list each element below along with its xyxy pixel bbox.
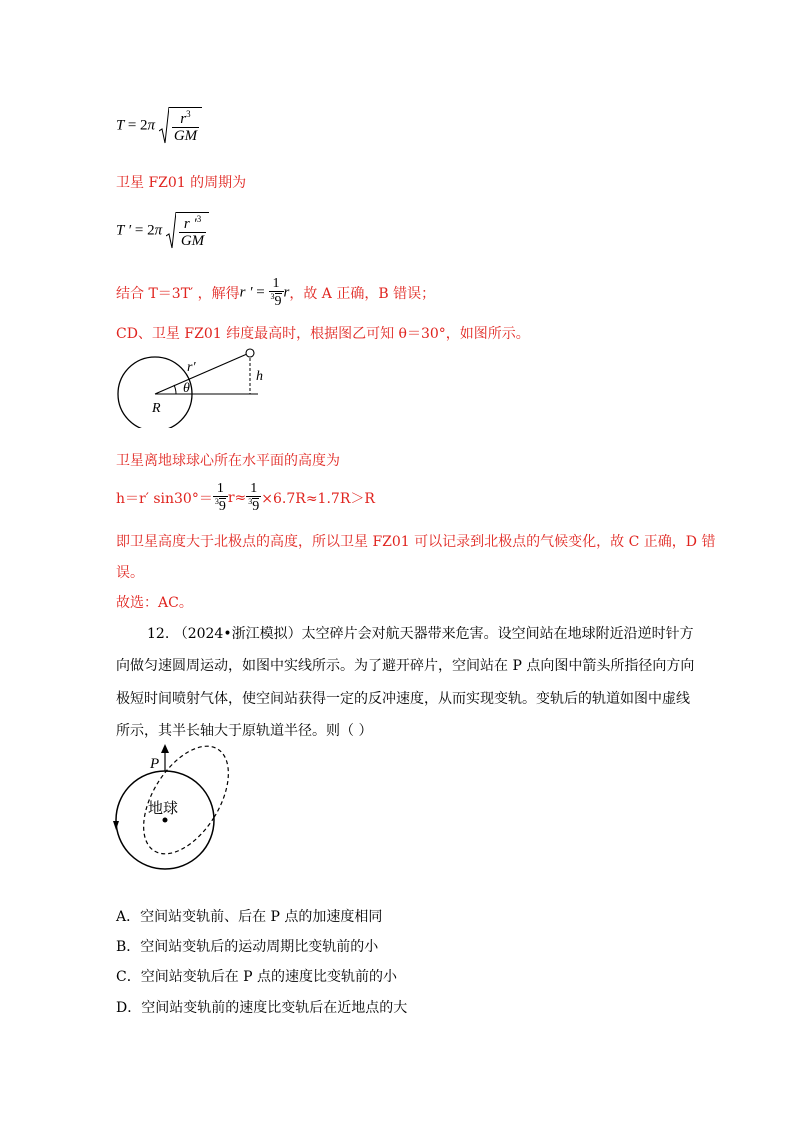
radical-icon	[166, 212, 176, 250]
question-line-3: 极短时间喷射气体，使空间站获得一定的反冲速度，从而实现变轨。变轨后的轨道如图中虚线	[116, 691, 690, 707]
text-answer: 故选：AC。	[116, 595, 193, 611]
height-mid: r≈	[227, 489, 247, 506]
sqrt-sign	[159, 107, 202, 145]
formula-eq: = 2	[134, 222, 155, 239]
option-a[interactable]: A．空间站变轨前、后在 P 点的加速度相同	[116, 909, 383, 925]
frac-num: 1	[216, 481, 224, 496]
question-line-2: 向做匀速圆周运动，如图中实线所示。为了避开碎片，空间站在 P 点向图中箭头所指径向方向	[116, 658, 695, 674]
angle-arc	[174, 385, 176, 394]
label-earth: 地球	[148, 801, 179, 817]
frac-den: GM	[173, 128, 198, 144]
combine-eq: =	[252, 284, 269, 301]
fraction-one-cbrt9	[269, 277, 284, 309]
root-index: 3	[270, 292, 275, 301]
frac-num-exp: 3	[196, 214, 202, 224]
combine-pre: 结合 T＝3T′ ，解得	[116, 285, 240, 302]
text-cd-analysis: CD、卫星 FZ01 纬度最高时，根据图乙可知 θ＝30°，如图所示。	[116, 326, 530, 342]
label-theta: θ	[183, 381, 190, 396]
counterclockwise-arrow-head	[113, 821, 119, 830]
frac-num: r ′	[183, 216, 197, 232]
frac-num: r	[180, 111, 187, 127]
root-index: 3	[248, 497, 253, 506]
fraction-r3-gm	[172, 110, 199, 144]
figure-satellite-geometry	[108, 344, 283, 428]
frac-num: 1	[272, 276, 280, 291]
earth-center-dot	[163, 818, 168, 823]
earth-circle	[118, 357, 192, 428]
combine-var: r ′	[239, 284, 253, 301]
option-d[interactable]: D．空间站变轨前的速度比变轨后在近地点的大	[116, 1000, 408, 1016]
root-index: 3	[214, 497, 219, 506]
formula-lhs: T ′	[116, 222, 132, 239]
height-post: ×6.7R≈1.7R＞R	[261, 490, 375, 507]
root-radicand: 9	[252, 498, 260, 514]
sqrt-sign	[166, 212, 209, 250]
text-fz01-period: 卫星 FZ01 的周期为	[116, 175, 247, 191]
combine-post: ，故 A 正确，B 错误；	[289, 285, 436, 302]
fraction-rp3-gm	[179, 215, 206, 249]
option-b[interactable]: B．空间站变轨后的运动周期比变轨前的小	[116, 939, 379, 955]
text-conclusion-2: 误。	[116, 565, 144, 581]
figure-orbit-change	[108, 740, 238, 875]
combine-var2: r	[283, 284, 290, 301]
question-line-1: 12. （2024•浙江模拟）太空碎片会对航天器带来危害。设空间站在地球附近沿逆时针方	[147, 626, 694, 642]
formula-period-T	[116, 107, 202, 145]
text-combine-solve	[116, 277, 435, 309]
label-h: h	[256, 369, 263, 384]
formula-period-Tprime	[116, 212, 209, 250]
label-P: P	[150, 756, 160, 772]
fraction-one-cbrt9-b	[246, 482, 261, 514]
label-R: R	[152, 401, 161, 416]
radical-icon	[159, 107, 169, 145]
question-line-4: 所示，其半长轴大于原轨道半径。则（ ）	[116, 723, 373, 739]
text-conclusion-1: 即卫星高度大于北极点的高度，所以卫星 FZ01 可以记录到北极点的气候变化，故 C 正确，D 错	[116, 534, 716, 550]
radial-arrow-head	[161, 744, 169, 753]
formula-pi: π	[147, 117, 156, 134]
fraction-one-cbrt9-a	[213, 482, 228, 514]
root-radicand: 9	[218, 498, 226, 514]
option-c[interactable]: C．空间站变轨后在 P 点的速度比变轨前的小	[116, 969, 398, 985]
frac-num: 1	[250, 481, 258, 496]
frac-den: GM	[180, 233, 205, 249]
text-height-formula	[116, 482, 375, 514]
formula-lhs: T	[116, 117, 125, 134]
frac-num-exp: 3	[186, 109, 191, 119]
text-height-intro: 卫星离地球球心所在水平面的高度为	[116, 453, 340, 469]
label-r-prime: r′	[187, 360, 196, 375]
height-pre: h＝r′ sin30°＝	[116, 490, 213, 507]
formula-eq: = 2	[127, 117, 148, 134]
new-orbit-ellipse	[126, 740, 238, 868]
root-radicand: 9	[274, 293, 282, 309]
satellite-icon	[246, 349, 254, 357]
formula-pi: π	[154, 222, 163, 239]
